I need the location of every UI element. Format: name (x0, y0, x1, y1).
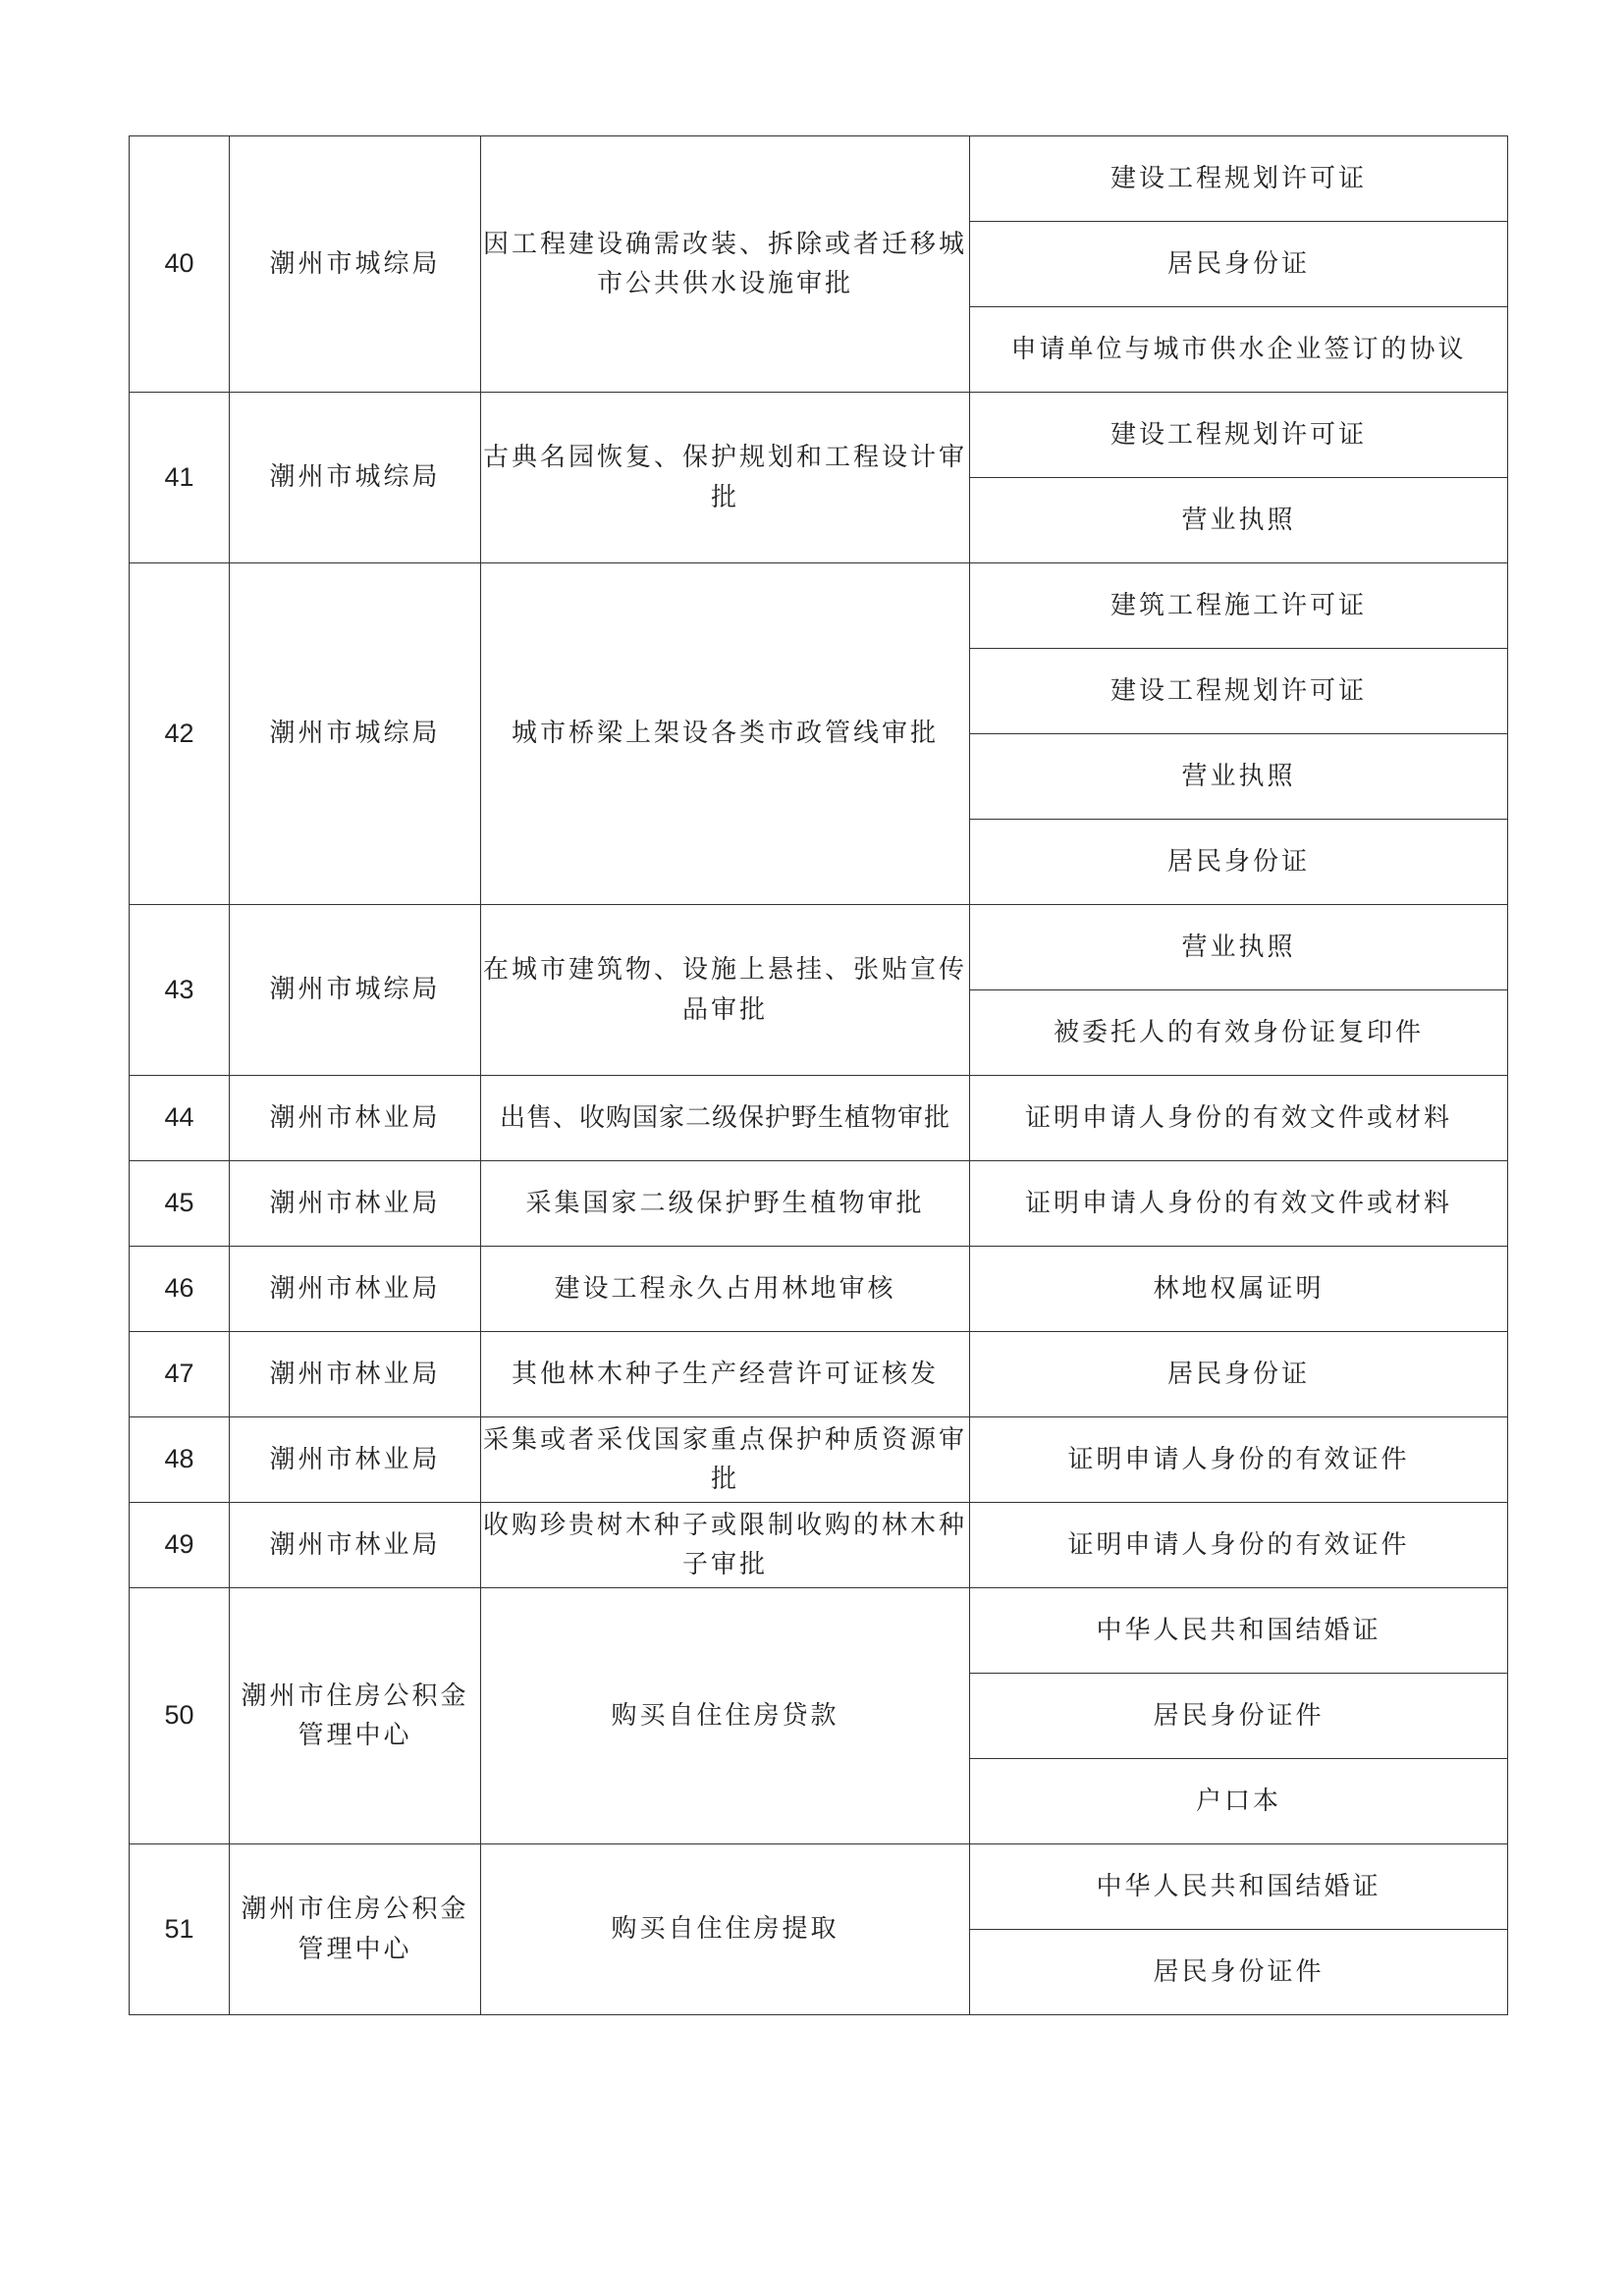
required-document-cell: 证明申请人身份的有效证件 (970, 1417, 1508, 1503)
agency-cell: 潮州市林业局 (230, 1417, 481, 1503)
approval-item-cell: 购买自住住房提取 (481, 1844, 970, 2015)
approval-item-cell: 收购珍贵树木种子或限制收购的林木种子审批 (481, 1503, 970, 1588)
approval-item-cell: 城市桥梁上架设各类市政管线审批 (481, 563, 970, 905)
agency-cell: 潮州市城综局 (230, 563, 481, 905)
required-document-cell: 居民身份证 (970, 1332, 1508, 1417)
agency-cell: 潮州市林业局 (230, 1161, 481, 1247)
required-document-cell: 居民身份证件 (970, 1930, 1508, 2015)
approval-item-cell: 因工程建设确需改装、拆除或者迁移城市公共供水设施审批 (481, 136, 970, 393)
required-document-cell: 营业执照 (970, 734, 1508, 820)
row-number: 50 (130, 1588, 230, 1844)
table-row (130, 1161, 1508, 1247)
table-row (130, 563, 1508, 649)
row-number: 42 (130, 563, 230, 905)
required-document-cell: 证明申请人身份的有效文件或材料 (970, 1161, 1508, 1247)
row-number: 43 (130, 905, 230, 1076)
approval-item-cell: 出售、收购国家二级保护野生植物审批 (481, 1076, 970, 1161)
row-number: 49 (130, 1503, 230, 1588)
row-number: 41 (130, 393, 230, 563)
agency-cell: 潮州市城综局 (230, 393, 481, 563)
required-document-cell: 户口本 (970, 1759, 1508, 1844)
table-body (130, 136, 1508, 2015)
required-document-cell: 建筑工程施工许可证 (970, 563, 1508, 649)
table-row (130, 1503, 1508, 1588)
required-document-cell: 居民身份证件 (970, 1674, 1508, 1759)
required-document-cell: 居民身份证 (970, 222, 1508, 307)
required-document-cell: 建设工程规划许可证 (970, 393, 1508, 478)
required-document-cell: 申请单位与城市供水企业签订的协议 (970, 307, 1508, 393)
row-number: 51 (130, 1844, 230, 2015)
row-number: 40 (130, 136, 230, 393)
table-row (130, 1076, 1508, 1161)
row-number: 47 (130, 1332, 230, 1417)
required-document-cell: 被委托人的有效身份证复印件 (970, 990, 1508, 1076)
approval-item-cell: 在城市建筑物、设施上悬挂、张贴宣传品审批 (481, 905, 970, 1076)
agency-cell: 潮州市住房公积金管理中心 (230, 1844, 481, 2015)
table-row (130, 1844, 1508, 1930)
agency-cell: 潮州市城综局 (230, 136, 481, 393)
table-row (130, 905, 1508, 990)
approval-item-cell: 其他林木种子生产经营许可证核发 (481, 1332, 970, 1417)
row-number: 44 (130, 1076, 230, 1161)
approval-item-cell: 采集国家二级保护野生植物审批 (481, 1161, 970, 1247)
table-row (130, 1588, 1508, 1674)
agency-cell: 潮州市城综局 (230, 905, 481, 1076)
approval-item-cell: 购买自住住房贷款 (481, 1588, 970, 1844)
agency-cell: 潮州市林业局 (230, 1503, 481, 1588)
table-row (130, 136, 1508, 222)
row-number: 46 (130, 1247, 230, 1332)
table-row (130, 1417, 1508, 1503)
required-document-cell: 林地权属证明 (970, 1247, 1508, 1332)
row-number: 45 (130, 1161, 230, 1247)
row-number: 48 (130, 1417, 230, 1503)
agency-cell: 潮州市林业局 (230, 1332, 481, 1417)
required-document-cell: 中华人民共和国结婚证 (970, 1588, 1508, 1674)
required-document-cell: 中华人民共和国结婚证 (970, 1844, 1508, 1930)
required-document-cell: 证明申请人身份的有效证件 (970, 1503, 1508, 1588)
table-row (130, 1247, 1508, 1332)
approval-item-cell: 建设工程永久占用林地审核 (481, 1247, 970, 1332)
required-document-cell: 营业执照 (970, 478, 1508, 563)
approval-item-cell: 古典名园恢复、保护规划和工程设计审批 (481, 393, 970, 563)
table-row (130, 1332, 1508, 1417)
required-document-cell: 建设工程规划许可证 (970, 649, 1508, 734)
agency-cell: 潮州市住房公积金管理中心 (230, 1588, 481, 1844)
required-document-cell: 证明申请人身份的有效文件或材料 (970, 1076, 1508, 1161)
permit-documents-table (129, 135, 1508, 2015)
required-document-cell: 建设工程规划许可证 (970, 136, 1508, 222)
approval-item-cell: 采集或者采伐国家重点保护种质资源审批 (481, 1417, 970, 1503)
required-document-cell: 居民身份证 (970, 820, 1508, 905)
agency-cell: 潮州市林业局 (230, 1247, 481, 1332)
agency-cell: 潮州市林业局 (230, 1076, 481, 1161)
required-document-cell: 营业执照 (970, 905, 1508, 990)
table-row (130, 393, 1508, 478)
